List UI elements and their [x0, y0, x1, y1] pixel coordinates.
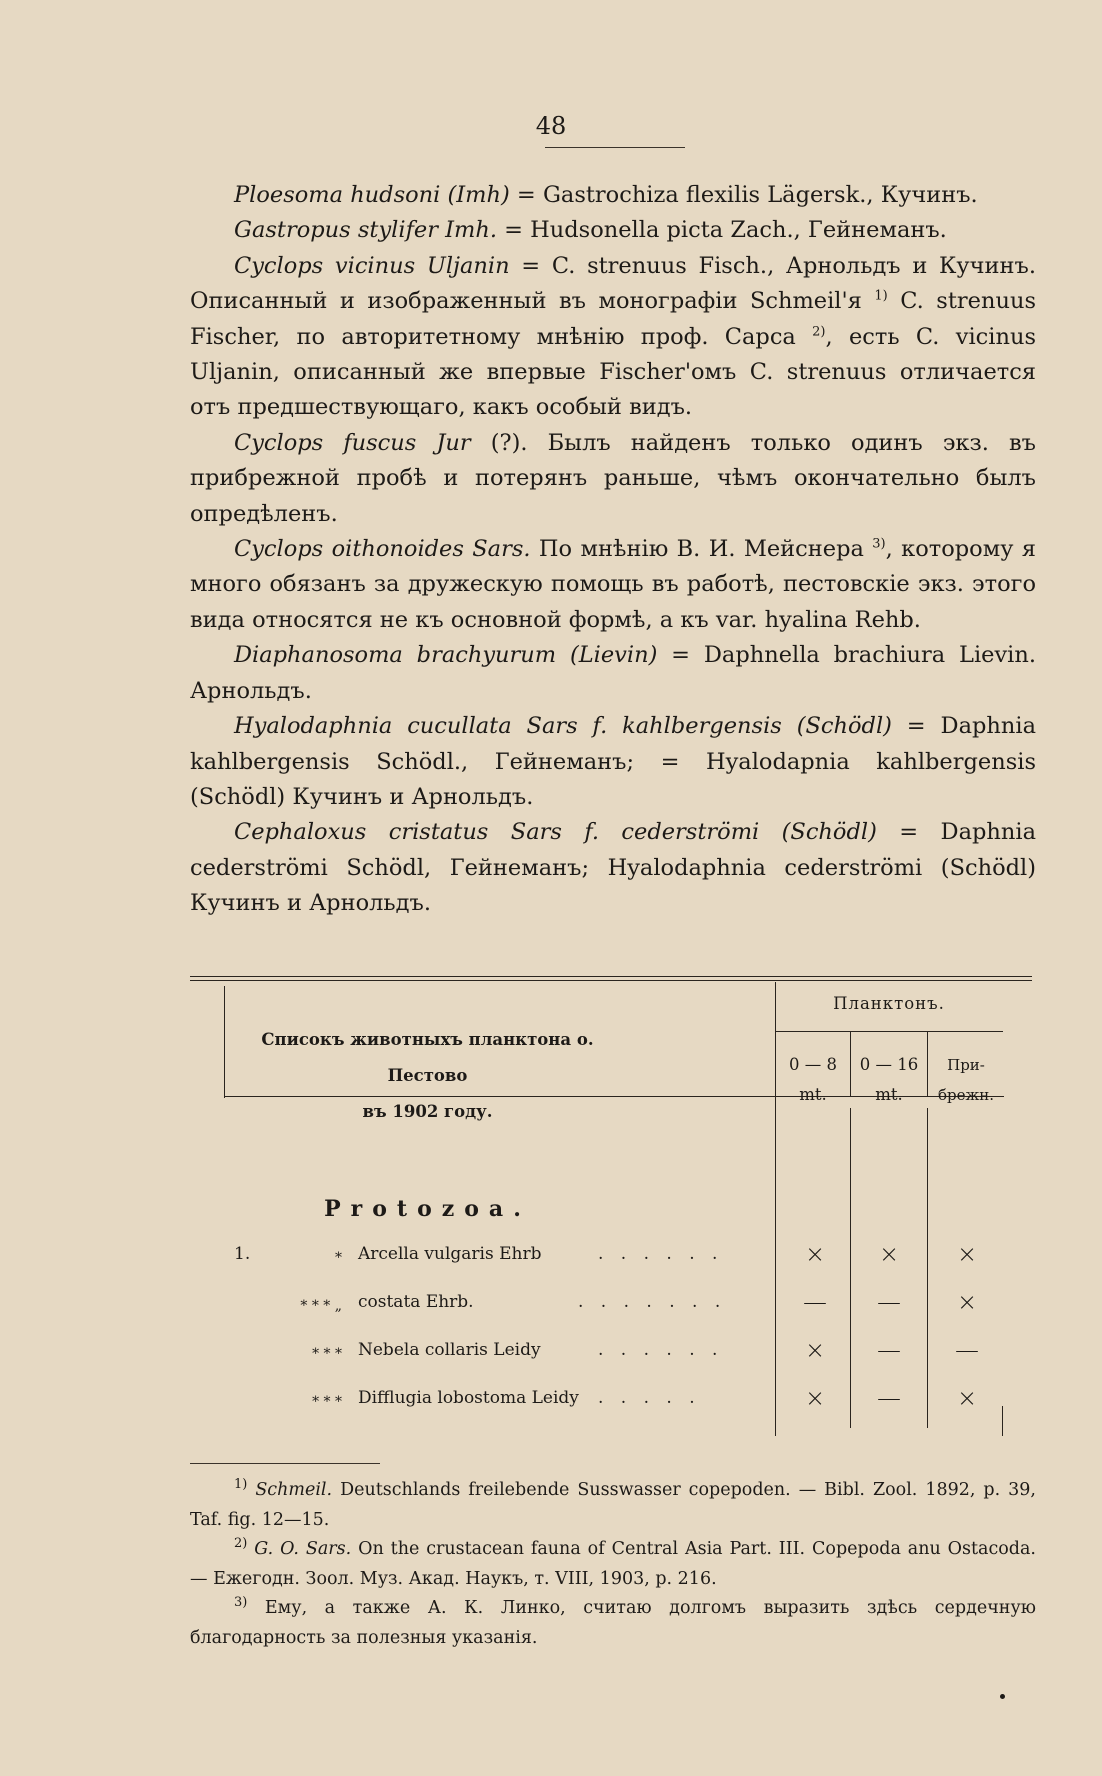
- taxon-name: Hyalodaphnia cucullata Sars f. kahlbergensis (Schödl): [234, 713, 892, 740]
- taxon-name: Cyclops vicinus Uljanin: [234, 252, 510, 279]
- footnote-mark: 2): [234, 1536, 248, 1552]
- paragraph-text: C. strenuus Fischer, по авторитетному мнѣнію проф. Сарса: [190, 288, 1036, 350]
- row-name: Arcella vulgaris Ehrb: [358, 1244, 542, 1264]
- presence-mark: ×: [804, 1384, 826, 1412]
- row-stars: *: [335, 1250, 342, 1266]
- subcol-divider-1: [850, 1032, 851, 1096]
- paragraph-text: , есть C. vicinus Uljanin, описанный же впервые Fischer'омъ C. strenuus отличается отъ предшествующаго, какъ особый видъ.: [190, 323, 1036, 421]
- table-top-rule: [190, 976, 1032, 977]
- row-stars: * * * „: [300, 1298, 342, 1314]
- table-row: [190, 1288, 1032, 1322]
- paragraph-text: = Hudsonella picta Zach., Гейнеманъ.: [496, 217, 947, 244]
- row-stars: * * *: [312, 1346, 342, 1362]
- presence-mark: —: [803, 1288, 827, 1316]
- footnote-author: Schmeil.: [247, 1480, 333, 1500]
- row-dots: . . . . . .: [598, 1340, 724, 1360]
- paragraph-text: По мнѣнію В. И. Мейснера: [530, 536, 873, 563]
- paragraph: [190, 213, 1036, 248]
- presence-mark: ×: [878, 1240, 900, 1268]
- paragraph: [190, 426, 1036, 532]
- presence-mark: —: [877, 1384, 901, 1412]
- row-dots: . . . . . .: [598, 1244, 724, 1264]
- paragraph-text: = Gastrochiza flexilis Lägersk., Кучинъ.: [509, 182, 978, 208]
- footnote-text: Deutschlands freilebende Susswasser copepoden. — Bibl. Zool. 1892, p. 39, Taf. fig. 12—15.: [190, 1480, 1036, 1530]
- page-number: 48: [535, 112, 567, 140]
- table-title: [220, 1022, 635, 1130]
- footnote-mark: 1): [234, 1477, 248, 1493]
- row-name: Difflugia lobostoma Leidy: [358, 1388, 579, 1408]
- paragraph-text: = C. strenuus Fisch., Арнольдъ и Кучинъ. Описанный и изображенный въ монографіи Schmeil'я: [190, 252, 1036, 315]
- presence-mark: ×: [804, 1336, 826, 1364]
- table-row: [190, 1336, 1032, 1370]
- presence-mark: —: [877, 1336, 901, 1364]
- plankton-subrule: [775, 1031, 1003, 1032]
- footnote-text: On the crustacean fauna of Central Asia Part. III. Copepoda anu Ostacoda. — Ежегодн. Зоол. Муз. Акад. Наукъ, т. VIII, 1903, p. 216.: [190, 1539, 1036, 1589]
- paragraph-text: (?). Былъ найденъ только одинъ экз. въ прибрежной пробѣ и потерянъ раньше, чѣмъ окончательно былъ опредѣленъ.: [190, 429, 1036, 527]
- row-dots: . . . . .: [598, 1388, 701, 1408]
- footnotes: [190, 1476, 1036, 1653]
- plankton-table: [190, 976, 1032, 1446]
- footnote: [190, 1535, 1036, 1594]
- row-name: costata Ehrb.: [358, 1292, 474, 1312]
- footnote-ref: 1): [874, 288, 888, 304]
- ink-speck: [1000, 1694, 1005, 1699]
- footnote: [190, 1594, 1036, 1653]
- table-row: [190, 1240, 1032, 1274]
- col-header-0-8: 0 — 8 mt.: [789, 1055, 837, 1104]
- body-text: [190, 178, 1036, 922]
- table-top-rule-2: [190, 980, 1032, 981]
- footnote-author: G. O. Sars.: [247, 1539, 352, 1559]
- footnote-rule: [190, 1463, 380, 1464]
- paragraph-text: , которому я много обязанъ за дружескую помощь въ работѣ, пестовскіе экз. этого вида относятся не къ основной формѣ, а къ var. hyalina Rehb.: [190, 536, 1036, 633]
- presence-mark: ×: [804, 1240, 826, 1268]
- table-title-line-1: Списокъ животныхъ планктона о. Пестово: [261, 1030, 594, 1085]
- col-header-0-16: 0 — 16 mt.: [859, 1055, 919, 1104]
- paragraph: [190, 709, 1036, 815]
- row-name: Nebela collaris Leidy: [358, 1340, 541, 1360]
- taxon-name: Ploesoma hudsoni (Imh): [234, 182, 510, 208]
- table-row: [190, 1384, 1032, 1418]
- presence-mark: —: [955, 1336, 979, 1364]
- row-num: 1.: [234, 1244, 251, 1264]
- taxon-name: Cyclops fuscus Jur: [234, 429, 471, 456]
- table-title-line-2: въ 1902 году.: [362, 1102, 493, 1121]
- page-number-rule: [545, 147, 685, 148]
- paragraph-text: = Daphnia kahlbergensis Schödl., Гейнеманъ; = Hyalodapnia kahlbergensis (Schödl) Кучинъ и Арнольдъ.: [190, 713, 1037, 810]
- taxon-name: Diaphanosoma brachyurum (Lievin): [234, 642, 658, 669]
- row-dots: . . . . . . .: [578, 1292, 727, 1312]
- taxon-name: Cyclops oithonoides Sars.: [234, 536, 531, 563]
- taxon-name: Gastropus stylifer Imh.: [234, 217, 497, 244]
- paragraph: [190, 815, 1036, 921]
- presence-mark: ×: [956, 1384, 978, 1412]
- paragraph: [190, 638, 1036, 709]
- footnote: [190, 1476, 1036, 1535]
- paragraph-text: = Daphnia cederströmi Schödl, Гейнеманъ; Hyalodaphnia cederströmi (Schödl) Кучинъ и Арнольдъ.: [190, 819, 1036, 917]
- paragraph: [190, 532, 1036, 638]
- footnote-ref: 2): [812, 324, 826, 340]
- paragraph-text: = Daphnella brachiura Lievin. Арнольдъ.: [190, 642, 1037, 704]
- plankton-header: Планктонъ.: [833, 994, 945, 1013]
- group-heading-protozoa: Protozoa.: [324, 1196, 531, 1222]
- footnote-text: Ему, а также А. К. Линко, считаю долгомъ выразить здѣсь сердечную благодарность за полезныя указанія.: [190, 1598, 1036, 1648]
- presence-mark: —: [877, 1288, 901, 1316]
- presence-mark: ×: [956, 1240, 978, 1268]
- row-stars: * * *: [312, 1394, 342, 1410]
- footnote-ref: 3): [872, 536, 886, 552]
- footnote-mark: 3): [234, 1595, 248, 1611]
- paragraph: [190, 178, 1036, 213]
- presence-mark: ×: [956, 1288, 978, 1316]
- subcol-divider-2: [927, 1032, 928, 1096]
- col-header-shore: При-брежн.: [937, 1056, 995, 1104]
- taxon-name: Cephaloxus cristatus Sars f. cederströmi (Schödl): [234, 819, 877, 846]
- paragraph: [190, 249, 1036, 426]
